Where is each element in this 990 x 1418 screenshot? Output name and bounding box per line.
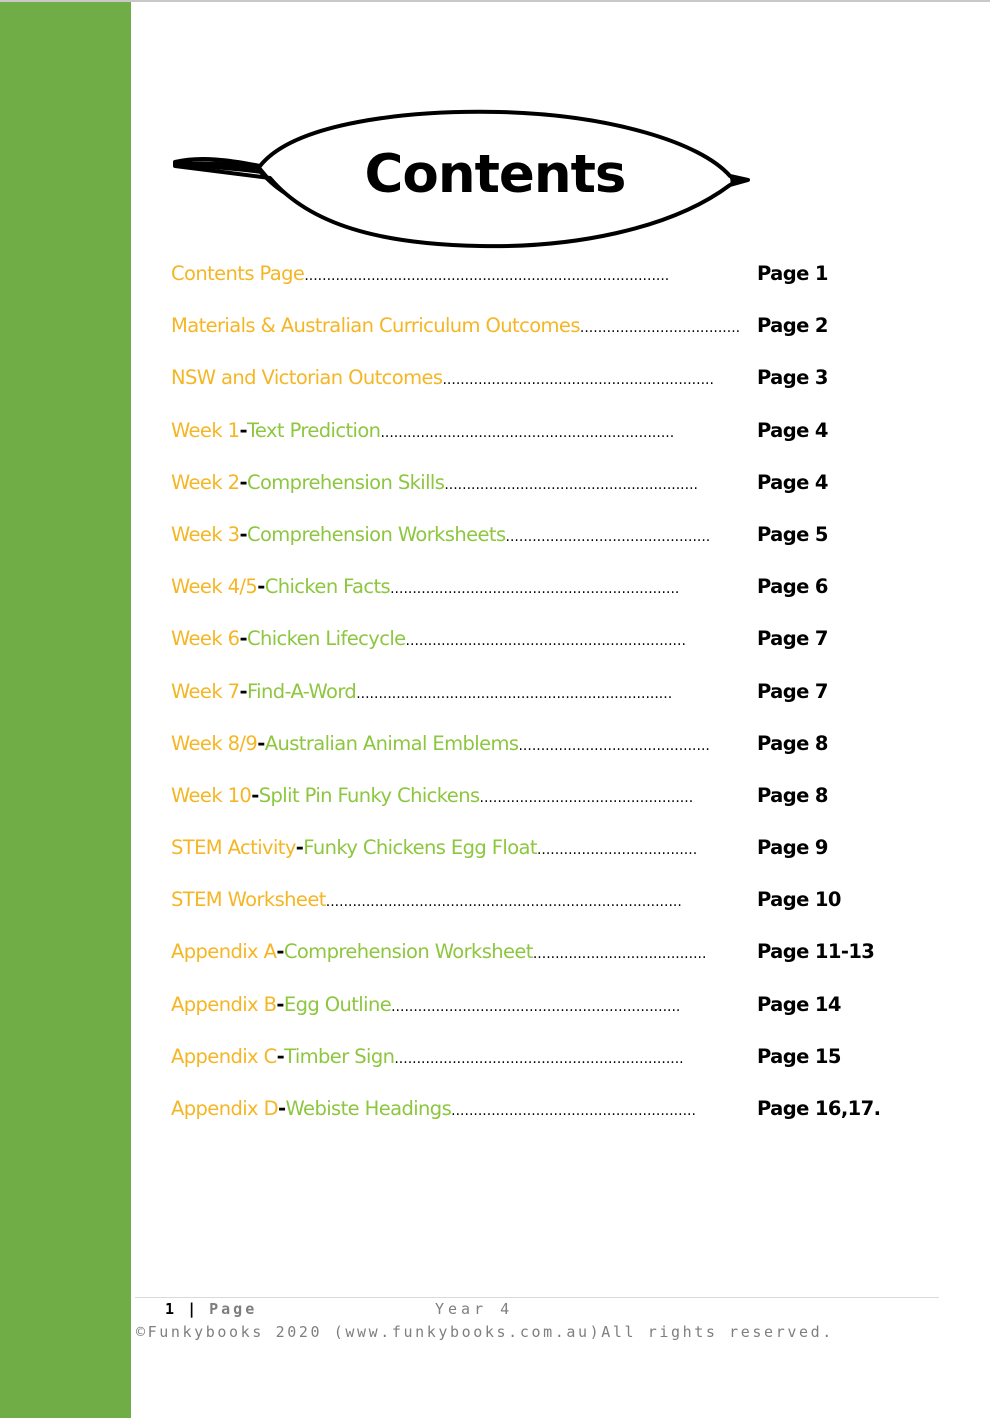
toc-entry-heading: Week 3 [171, 522, 240, 546]
toc-entry [171, 680, 871, 732]
toc-dot-leader: ............................................................... [405, 633, 686, 650]
toc-entry-heading: Week 2 [171, 470, 240, 494]
toc-page-ref: Page 14 [757, 992, 841, 1016]
toc-entry-heading: STEM Activity [171, 836, 296, 860]
toc-entry-dash: - [239, 627, 247, 651]
toc-entry [171, 1045, 871, 1097]
toc-entry-topic: Webiste Headings [285, 1097, 452, 1120]
toc-entry-dash: - [239, 470, 247, 494]
toc-entry-topic: Chicken Lifecycle [246, 627, 406, 651]
toc-entry-dash: - [257, 575, 265, 599]
top-border [0, 0, 990, 2]
toc-entry [171, 366, 871, 418]
footer-year-level: Year 4 [435, 1300, 514, 1318]
toc-entry [171, 262, 871, 314]
toc-dot-leader: ......................................................... [444, 476, 698, 493]
toc-entry-dash: - [295, 836, 304, 860]
toc-entry-dash: - [276, 940, 284, 964]
toc-page-ref: Page 2 [757, 314, 828, 338]
toc-entry-heading: Week 8/9 [171, 731, 258, 755]
toc-entry-heading: Contents Page [171, 262, 305, 285]
footer-copyright: ©Funkybooks 2020 (www.funkybooks.com.au)All rights reserved. [136, 1323, 834, 1341]
toc-entry-dash: - [239, 522, 247, 546]
toc-entry-topic: Comprehension Skills [246, 470, 445, 494]
toc-dot-leader: ........................................... [518, 737, 710, 754]
toc-entry [171, 419, 871, 471]
toc-page-ref: Page 1 [757, 262, 828, 285]
table-of-contents [171, 262, 881, 1149]
toc-entry [171, 1097, 881, 1149]
toc-entry-heading: Appendix B [171, 992, 277, 1016]
toc-page-ref: Page 4 [757, 418, 828, 442]
toc-entry-heading: Week 6 [171, 627, 240, 651]
toc-dot-leader: .................................................................. [380, 424, 675, 441]
toc-entry-heading: Week 4/5 [171, 575, 258, 599]
toc-page-ref: Page 7 [757, 679, 828, 703]
toc-dot-leader: ................................................................. [391, 998, 681, 1015]
toc-page-ref: Page 8 [757, 731, 828, 755]
toc-dot-leader: ................................................................................ [325, 894, 682, 911]
page-title: Contents [364, 144, 626, 205]
toc-entry [171, 471, 871, 523]
toc-entry-heading: Appendix D [171, 1097, 279, 1120]
toc-page-ref: Page 4 [757, 470, 828, 494]
toc-page-ref: Page 15 [757, 1044, 841, 1068]
toc-entry-topic: Chicken Facts [264, 575, 391, 599]
toc-page-ref: Page 7 [757, 627, 828, 651]
toc-entry-dash: - [239, 418, 247, 442]
toc-entry-topic: Comprehension Worksheets [246, 522, 506, 546]
toc-dot-leader: .................................... [536, 842, 698, 859]
toc-entry-heading: Appendix A [171, 940, 277, 964]
toc-entry-topic: Timber Sign [284, 1044, 395, 1068]
toc-entry [171, 732, 871, 784]
toc-entry-heading: Week 1 [171, 418, 240, 442]
green-side-band [0, 2, 131, 1418]
toc-page-ref: Page 6 [757, 575, 828, 599]
toc-entry-heading: Materials & Australian Curriculum Outcomes [171, 314, 580, 338]
toc-entry-topic: Split Pin Funky Chickens [258, 783, 480, 807]
toc-entry-dash: - [276, 992, 284, 1016]
toc-page-ref: Page 3 [757, 366, 828, 390]
toc-entry-topic: Find-A-Word [246, 679, 357, 703]
toc-dot-leader: ................................................................. [394, 1050, 684, 1067]
toc-entry-dash: - [257, 731, 265, 755]
page-number: 1 [165, 1300, 177, 1318]
toc-entry [171, 888, 871, 940]
toc-entry-topic: Funky Chickens Egg Float [303, 836, 537, 860]
toc-dot-leader: ................................................................. [390, 581, 680, 598]
page-separator: | [187, 1300, 199, 1318]
toc-page-ref: Page 5 [757, 522, 828, 546]
toc-dot-leader: .............................................. [505, 528, 711, 545]
toc-dot-leader: ....................................................... [451, 1103, 696, 1119]
page-word: Page [209, 1300, 258, 1318]
toc-entry-topic: Egg Outline [283, 992, 392, 1016]
toc-entry [171, 940, 875, 992]
toc-entry-heading: Week 7 [171, 679, 240, 703]
toc-entry [171, 575, 871, 627]
toc-dot-leader: ................................................ [479, 789, 694, 806]
toc-page-ref: Page 8 [757, 783, 828, 807]
toc-entry-heading: Week 10 [171, 783, 252, 807]
toc-entry-dash: - [239, 679, 247, 703]
toc-entry [171, 993, 871, 1045]
toc-entry-dash: - [278, 1097, 286, 1120]
toc-dot-leader: .................................... [579, 320, 741, 337]
toc-page-ref: Page 10 [757, 888, 841, 912]
footer-divider [135, 1297, 939, 1298]
toc-page-ref: Page 11-13 [757, 940, 875, 964]
footer-page-number [165, 1300, 257, 1318]
toc-entry-topic: Australian Animal Emblems [264, 731, 519, 755]
toc-entry-dash: - [251, 783, 259, 807]
toc-entry [171, 523, 871, 575]
toc-entry-topic: Text Prediction [246, 418, 381, 442]
toc-entry [171, 314, 871, 366]
toc-dot-leader: .................................................................................. [304, 268, 670, 284]
toc-page-ref: Page 9 [757, 836, 828, 860]
toc-entry-heading: STEM Worksheet [171, 888, 326, 912]
toc-entry [171, 836, 871, 888]
toc-dot-leader: ....................................................................... [356, 685, 673, 702]
toc-entry-heading: NSW and Victorian Outcomes [171, 366, 443, 390]
toc-page-ref: Page 16,17. [757, 1097, 881, 1120]
toc-entry-dash: - [276, 1044, 285, 1068]
toc-dot-leader: ............................................................. [442, 372, 714, 389]
toc-entry-heading: Appendix C [171, 1044, 277, 1068]
toc-entry [171, 784, 871, 836]
toc-dot-leader: ....................................... [532, 946, 707, 963]
toc-entry [171, 627, 871, 679]
toc-entry-topic: Comprehension Worksheet [283, 940, 533, 964]
